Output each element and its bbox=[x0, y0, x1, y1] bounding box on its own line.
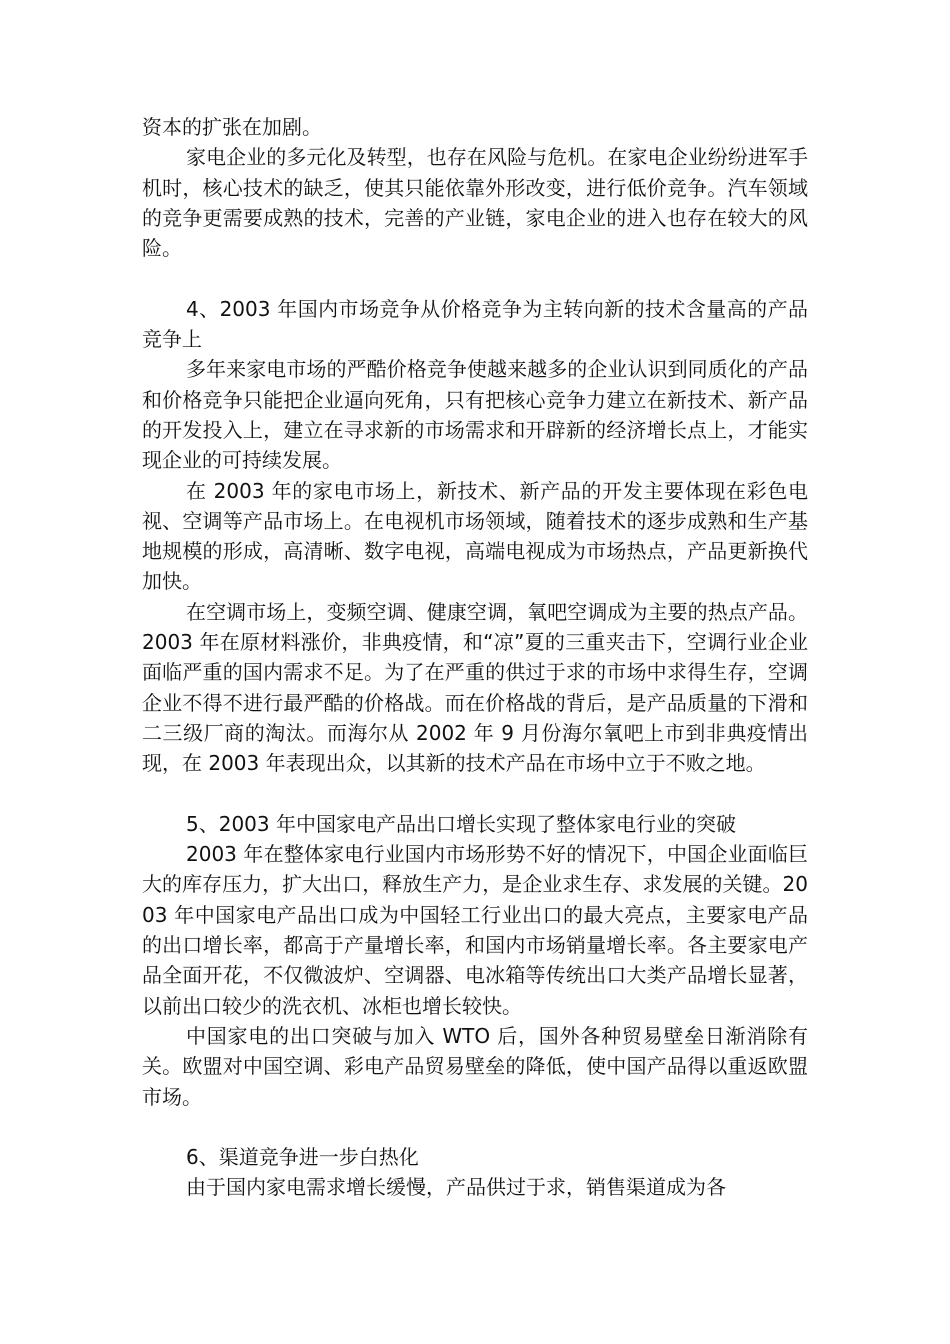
paragraph: 由于国内家电需求增长缓慢，产品供过于求，销售渠道成为各 bbox=[186, 1175, 726, 1200]
blank-line bbox=[142, 1112, 808, 1142]
paragraph: 在空调市场上，变频空调、健康空调，氧吧空调成为主要的热点产品。2003 年在原材料涨价，非典疫情，和“凉”夏的三重夹击下，空调行业企业面临严重的国内需求不足。为了在严重的供过于求的市场中求得生存，空调企业不得不进行最严酷的价格战。而在价格战的背后，是产品质量的下滑和二三级厂商的淘汰。而海尔从 2002 年 9 月份海尔氧吧上市到非典疫情出现，在 2003 年表现出众，以其新的技术产品在市场中立于不败之地。 bbox=[142, 599, 808, 776]
paragraph: 资本的扩张在加剧。 bbox=[142, 115, 322, 139]
paragraph: 在 2003 年的家电市场上，新技术、新产品的开发主要体现在彩色电视、空调等产品市场上。在电视机市场领域，随着技术的逐步成熟和生产基地规模的形成，高清晰、数字电视，高端电视成为市场热点，产品更新换代加快。 bbox=[142, 478, 808, 594]
blank-line bbox=[142, 779, 808, 809]
section-heading: 4、2003 年国内市场竞争从价格竞争为主转向新的技术含量高的产品竞争上 bbox=[142, 296, 808, 352]
paragraph: 中国家电的出口突破与加入 WTO 后，国外各种贸易壁垒日渐消除有关。欧盟对中国空调、彩电产品贸易壁垒的降低，使中国产品得以重返欧盟市场。 bbox=[142, 1023, 808, 1109]
paragraph: 家电企业的多元化及转型，也存在风险与危机。在家电企业纷纷进军手机时，核心技术的缺乏，使其只能依靠外形改变，进行低价竞争。汽车领域的竞争更需要成熟的技术，完善的产业链，家电企业的进入也存在较大的风险。 bbox=[142, 145, 808, 261]
paragraph: 多年来家电市场的严酷价格竞争使越来越多的企业认识到同质化的产品和价格竞争只能把企业逼向死角，只有把核心竞争力建立在新技术、新产品的开发投入上，建立在寻求新的市场需求和开辟新的经济增长点上，才能实现企业的可持续发展。 bbox=[142, 357, 808, 473]
blank-line bbox=[142, 263, 808, 293]
paragraph: 2003 年在整体家电行业国内市场形势不好的情况下，中国企业面临巨大的库存压力，扩大出口，释放生产力，是企业求生存、求发展的关键。2003 年中国家电产品出口成为中国轻工行业出口的最大亮点，主要家电产品的出口增长率，都高于产量增长率，和国内市场销量增长率。各主要家电产品全面开花，不仅微波炉、空调器、电冰箱等传统出口大类产品增长显著，以前出口较少的洗衣机、冰柜也增长较快。 bbox=[142, 842, 808, 1018]
section-heading: 5、2003 年中国家电产品出口增长实现了整体家电行业的突破 bbox=[186, 811, 736, 836]
document-body bbox=[142, 112, 808, 1203]
section-heading: 6、渠道竞争进一步白热化 bbox=[186, 1145, 419, 1170]
